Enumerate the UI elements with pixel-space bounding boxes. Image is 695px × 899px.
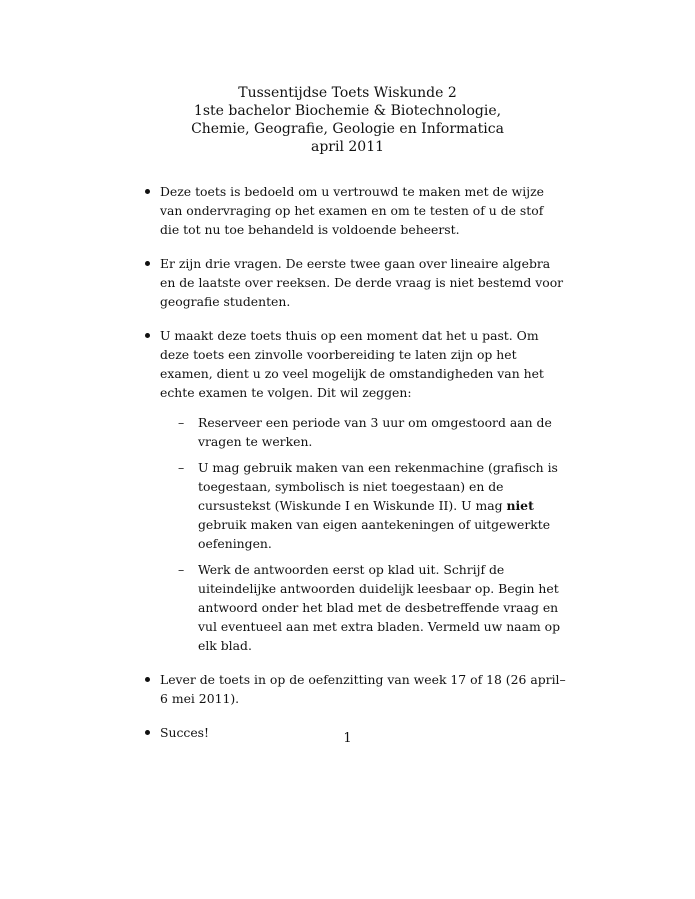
title-line-4: april 2011 bbox=[310, 139, 385, 155]
sub-item-text: Reserveer een periode van 3 uur om omgestoord aan de vragen te werken. bbox=[198, 415, 552, 449]
sub-item-time bbox=[174, 413, 566, 451]
title-line-2: 1ste bachelor Biochemie & Biotechnologie, bbox=[193, 103, 502, 119]
bullet-item-home-test bbox=[144, 326, 566, 655]
document-title bbox=[0, 84, 695, 156]
emphasis-not: niet bbox=[506, 498, 534, 513]
instructions-list bbox=[144, 182, 566, 757]
title-line-1: Tussentijdse Toets Wiskunde 2 bbox=[238, 85, 457, 101]
sub-item-text: Werk de antwoorden eerst op klad uit. Schrijf de uiteindelijke antwoorden duidelijk leesbaar op. Begin het antwoord onder het blad met de desbetreffende vraag en vul eventueel aan met extra bladen. Vermeld uw naam op elk blad. bbox=[198, 562, 561, 653]
conditions-sublist bbox=[174, 413, 566, 655]
bullet-text: Er zijn drie vragen. De eerste twee gaan over lineaire algebra en de laatste over reeksen. De derde vraag is niet bestemd voor geografie studenten. bbox=[160, 256, 564, 309]
sub-item-aids bbox=[174, 458, 566, 553]
bullet-text: U maakt deze toets thuis op een moment dat het u past. Om deze toets een zinvolle voorbereiding te laten zijn op het examen, dient u zo veel mogelijk de omstandigheden van het echte examen te volgen. Dit wil zeggen: bbox=[160, 328, 544, 400]
bullet-text: Deze toets is bedoeld om u vertrouwd te maken met de wijze van ondervraging op het examen en om te testen of u de stof die tot nu toe behandeld is voldoende beheerst. bbox=[160, 184, 544, 237]
bullet-text: Succes! bbox=[160, 725, 210, 740]
sub-item-text-part1: U mag gebruik maken van een rekenmachine (grafisch is toegestaan, symbolisch is niet toegestaan) en de cursustekst (Wiskunde I en Wiskunde II). U mag bbox=[198, 460, 558, 513]
sub-item-answers bbox=[174, 560, 566, 655]
title-line-3: Chemie, Geografie, Geologie en Informatica bbox=[191, 121, 504, 137]
bullet-item-purpose bbox=[144, 182, 566, 239]
sub-item-text-part2: gebruik maken van eigen aantekeningen of uitgewerkte oefeningen. bbox=[198, 517, 551, 551]
bullet-item-questions bbox=[144, 254, 566, 311]
bullet-item-submit bbox=[144, 670, 566, 708]
page-number: 1 bbox=[343, 731, 352, 746]
bullet-text: Lever de toets in op de oefenzitting van week 17 of 18 (26 april–6 mei 2011). bbox=[160, 672, 566, 706]
